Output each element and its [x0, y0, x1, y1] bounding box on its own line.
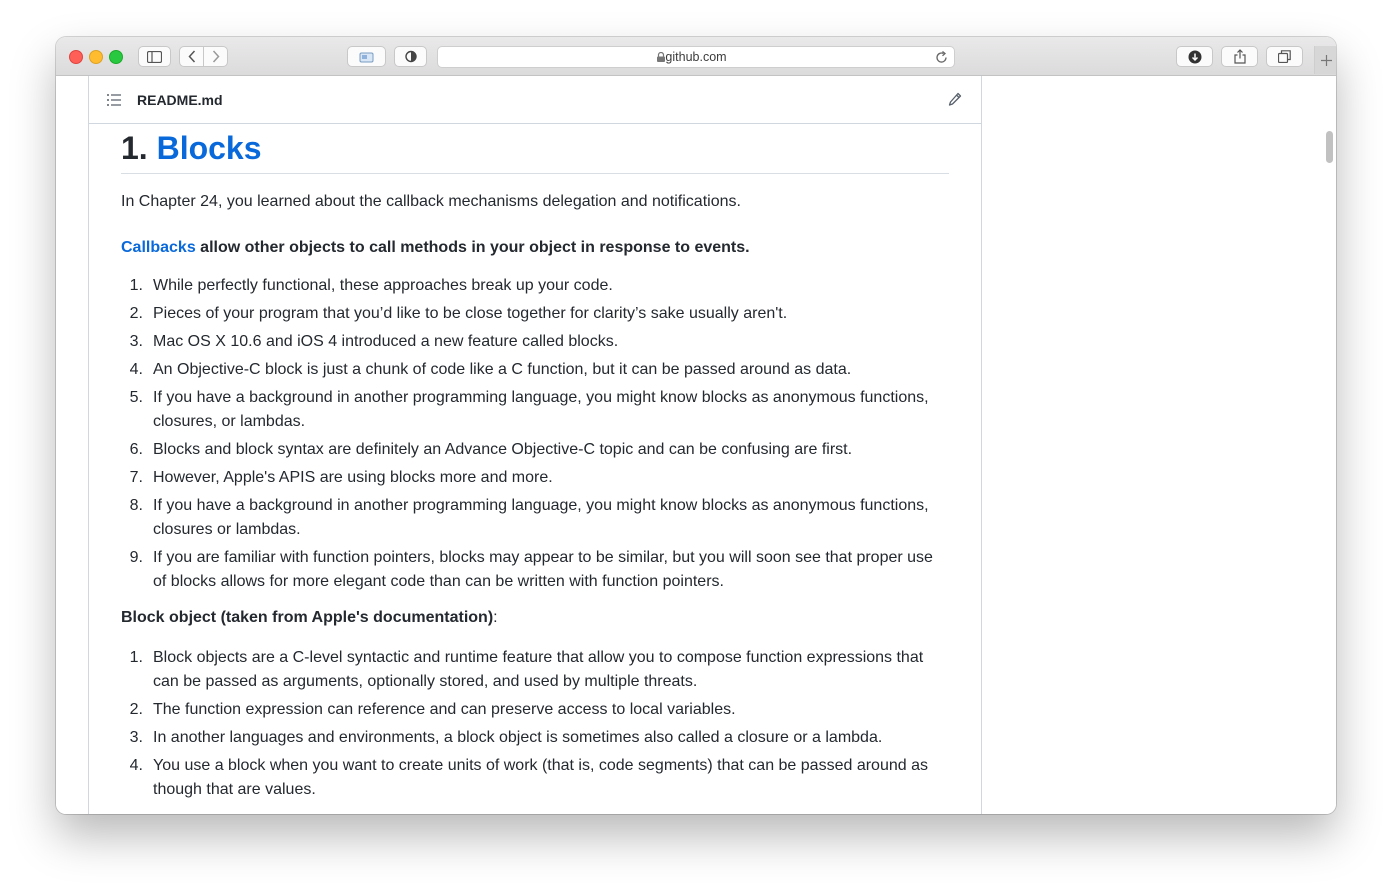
- forward-button[interactable]: [203, 46, 228, 67]
- list-item-text: While perfectly functional, these approaches break up your code.: [153, 277, 613, 294]
- pencil-icon[interactable]: [948, 92, 962, 107]
- block-object-list: [121, 646, 949, 802]
- markdown-body: [121, 124, 949, 806]
- list-item-number: 1.: [129, 277, 143, 294]
- sidebar-icon: [147, 51, 162, 63]
- list-item-text: You use a block when you want to create units of work (that is, code segments) that can be passed around as though that are values.: [153, 757, 928, 798]
- callbacks-paragraph: [121, 236, 949, 260]
- list-item: [121, 438, 949, 462]
- list-item-number: 6.: [129, 441, 143, 458]
- list-item-number: 3.: [129, 729, 143, 746]
- list-item-number: 2.: [129, 305, 143, 322]
- tabs-overview-button[interactable]: [1266, 46, 1303, 67]
- list-item-number: 8.: [129, 497, 143, 514]
- file-name: README.md: [137, 92, 223, 108]
- list-item-text: If you have a background in another programming language, you might know blocks as anonymous functions, closures, or lambdas.: [153, 389, 929, 430]
- reload-icon[interactable]: [935, 51, 948, 64]
- list-item-number: 7.: [129, 469, 143, 486]
- list-item-number: 3.: [129, 333, 143, 350]
- list-item-number: 1.: [129, 649, 143, 666]
- list-item: [121, 358, 949, 382]
- list-item: [121, 698, 949, 722]
- readme-container: [88, 76, 982, 814]
- list-item-text: In another languages and environments, a block object is sometimes also called a closure or a lambda.: [153, 729, 883, 746]
- list-item: [121, 330, 949, 354]
- vertical-scrollbar[interactable]: [1326, 131, 1333, 163]
- list-item-text: If you have a background in another programming language, you might know blocks as anonymous functions, closures or lambdas.: [153, 497, 929, 538]
- extension-button[interactable]: [347, 46, 386, 67]
- tabs-overview-icon: [1278, 50, 1291, 63]
- list-item-number: 5.: [129, 389, 143, 406]
- list-item-number: 9.: [129, 549, 143, 566]
- extension-icon: [359, 51, 375, 63]
- list-item: [121, 546, 949, 594]
- list-item-text: An Objective-C block is just a chunk of code like a C function, but it can be passed around as data.: [153, 361, 852, 378]
- block-object-colon: :: [493, 609, 498, 626]
- url-text: github.com: [665, 50, 727, 64]
- sidebar-toggle-button[interactable]: [138, 46, 171, 67]
- chevron-right-icon: [212, 50, 220, 63]
- page-content: [56, 76, 1336, 814]
- heading-link[interactable]: Blocks: [156, 130, 262, 166]
- privacy-report-button[interactable]: [394, 46, 427, 67]
- list-item-text: Pieces of your program that you’d like to be close together for clarity’s sake usually aren't.: [153, 305, 788, 322]
- plus-icon: [1321, 55, 1332, 66]
- table-of-contents-icon[interactable]: [107, 94, 121, 106]
- readme-header: [89, 76, 981, 124]
- block-object-paragraph: [121, 606, 949, 630]
- chevron-left-icon: [188, 50, 196, 63]
- zoom-window-button[interactable]: [109, 50, 123, 64]
- list-item-text: However, Apple's APIS are using blocks more and more.: [153, 469, 553, 486]
- list-item: [121, 494, 949, 542]
- share-icon: [1234, 49, 1246, 64]
- list-item-text: Block objects are a C-level syntactic and runtime feature that allow you to compose function expressions that can be passed as arguments, optionally stored, and used by multiple threats.: [153, 649, 924, 690]
- download-icon: [1188, 50, 1202, 64]
- list-item-text: If you are familiar with function pointers, blocks may appear to be similar, but you will soon see that proper use of blocks allows for more elegant code than can be written with function pointers.: [153, 549, 933, 590]
- intro-paragraph: In Chapter 24, you learned about the callback mechanisms delegation and notifications.: [121, 193, 741, 210]
- minimize-window-button[interactable]: [89, 50, 103, 64]
- blocks-list: [121, 274, 949, 594]
- block-object-heading: Block object (taken from Apple's documentation): [121, 609, 494, 626]
- browser-window: [56, 37, 1336, 814]
- list-item-text: The function expression can reference and can preserve access to local variables.: [153, 701, 736, 718]
- list-item: [121, 754, 949, 802]
- list-item: [121, 726, 949, 750]
- list-item-text: Blocks and block syntax are definitely an Advance Objective-C topic and can be confusing are first.: [153, 441, 853, 458]
- list-item-number: 2.: [129, 701, 143, 718]
- heading-number: 1.: [121, 130, 148, 166]
- close-window-button[interactable]: [69, 50, 83, 64]
- browser-toolbar: [56, 37, 1336, 76]
- list-item: [121, 646, 949, 694]
- list-item: [121, 274, 949, 298]
- back-button[interactable]: [179, 46, 204, 67]
- callbacks-text: allow other objects to call methods in your object in response to events.: [195, 239, 750, 256]
- list-item-text: Mac OS X 10.6 and iOS 4 introduced a new feature called blocks.: [153, 333, 619, 350]
- list-item-number: 4.: [129, 757, 143, 774]
- section-heading: [121, 124, 949, 174]
- callbacks-link[interactable]: Callbacks: [121, 239, 196, 256]
- list-item: [121, 386, 949, 434]
- shield-icon: [405, 50, 417, 63]
- list-item: [121, 302, 949, 326]
- address-bar[interactable]: [437, 46, 955, 68]
- new-tab-button[interactable]: [1314, 46, 1336, 74]
- downloads-button[interactable]: [1176, 46, 1213, 67]
- list-item: [121, 466, 949, 490]
- share-button[interactable]: [1221, 46, 1258, 67]
- list-item-number: 4.: [129, 361, 143, 378]
